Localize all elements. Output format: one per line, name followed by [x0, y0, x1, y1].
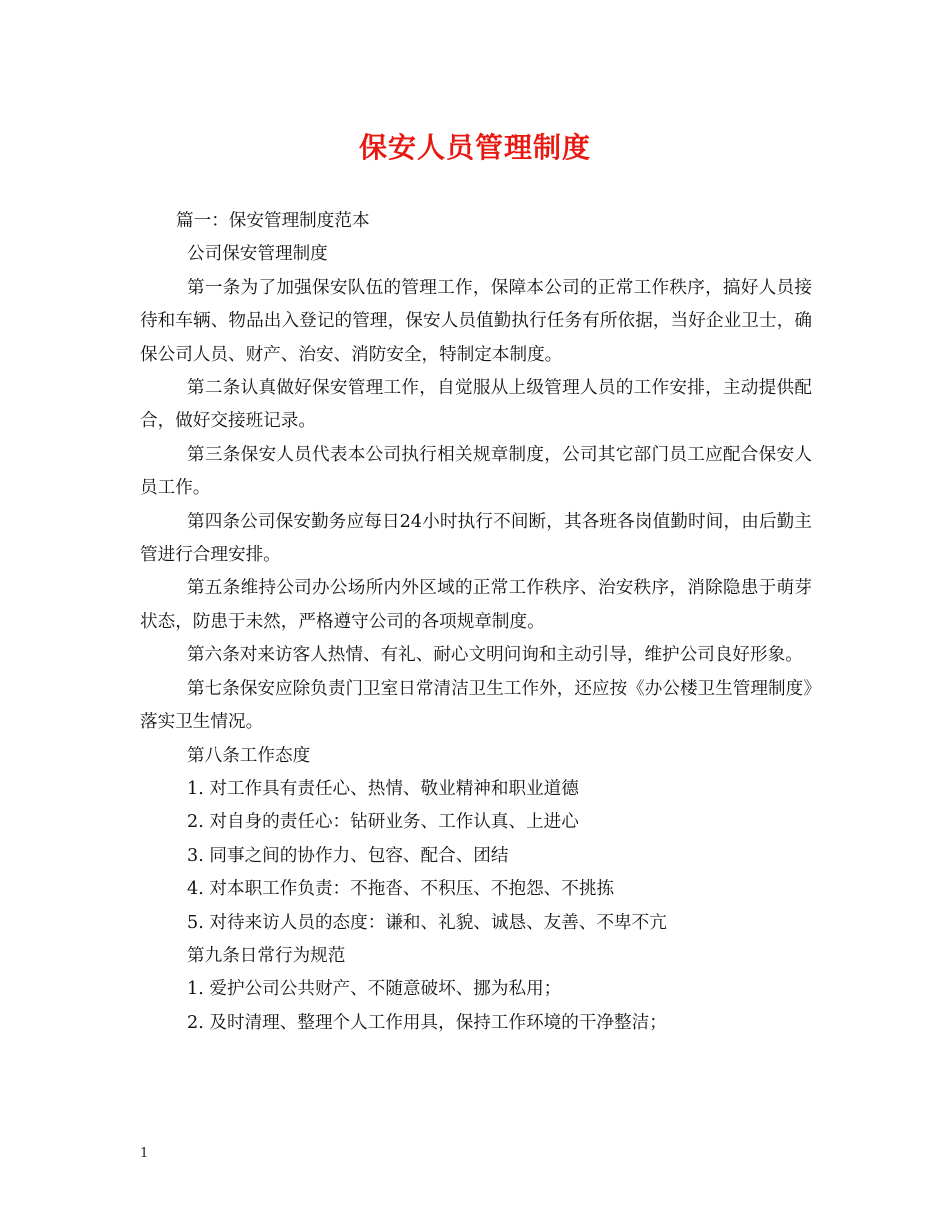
list-item: 2. 对自身的责任心：钻研业务、工作认真、上进心	[187, 812, 579, 833]
article-paragraph: 第五条维持公司办公场所内外区域的正常工作秩序、治安秩序，消除隐患于萌芽状态，防患于未然，严格遵守公司的各项规章制度。	[140, 578, 812, 632]
article-paragraph: 第二条认真做好保安管理工作，自觉服从上级管理人员的工作安排，主动提供配合，做好交接班记录。	[140, 378, 812, 432]
list-item: 4. 对本职工作负责：不拖沓、不积压、不抱怨、不挑拣	[187, 879, 615, 900]
article-paragraph: 第四条公司保安勤务应每日24小时执行不间断，其各班各岗值勤时间，由后勤主管进行合理安排。	[140, 511, 812, 566]
article-paragraph: 第一条为了加强保安队伍的管理工作，保障本公司的正常工作秩序，搞好人员接待和车辆、物品出入登记的管理，保安人员值勤执行任务有所依据，当好企业卫士，确保公司人员、财产、治安、消防安全，特制定本制度。	[140, 277, 812, 365]
document-body	[140, 205, 812, 1040]
article-heading: 第八条工作态度	[187, 745, 311, 766]
page-number: 1	[140, 1146, 149, 1161]
section-heading: 篇一：保安管理制度范本	[176, 211, 370, 231]
list-item: 1. 爱护公司公共财产、不随意破坏、挪为私用；	[187, 979, 562, 1000]
document-title: 保安人员管理制度	[358, 131, 591, 164]
article-paragraph: 第七条保安应除负责门卫室日常清洁卫生工作外，还应按《办公楼卫生管理制度》落实卫生情况。	[140, 678, 812, 733]
article-paragraph: 第六条对来访客人热情、有礼、耐心文明问询和主动引导，维护公司良好形象。	[187, 645, 803, 666]
list-item: 5. 对待来访人员的态度：谦和、礼貌、诚恳、友善、不卑不亢	[187, 912, 667, 933]
article-paragraph: 第三条保安人员代表本公司执行相关规章制度，公司其它部门员工应配合保安人员工作。	[140, 444, 812, 499]
subheading: 公司保安管理制度	[187, 244, 328, 265]
article-heading: 第九条日常行为规范	[187, 945, 346, 966]
list-item: 3. 同事之间的协作力、包容、配合、团结	[187, 845, 509, 866]
list-item: 2. 及时清理、整理个人工作用具，保持工作环境的干净整洁；	[187, 1012, 667, 1033]
list-item: 1. 对工作具有责任心、热情、敬业精神和职业道德	[187, 778, 579, 799]
